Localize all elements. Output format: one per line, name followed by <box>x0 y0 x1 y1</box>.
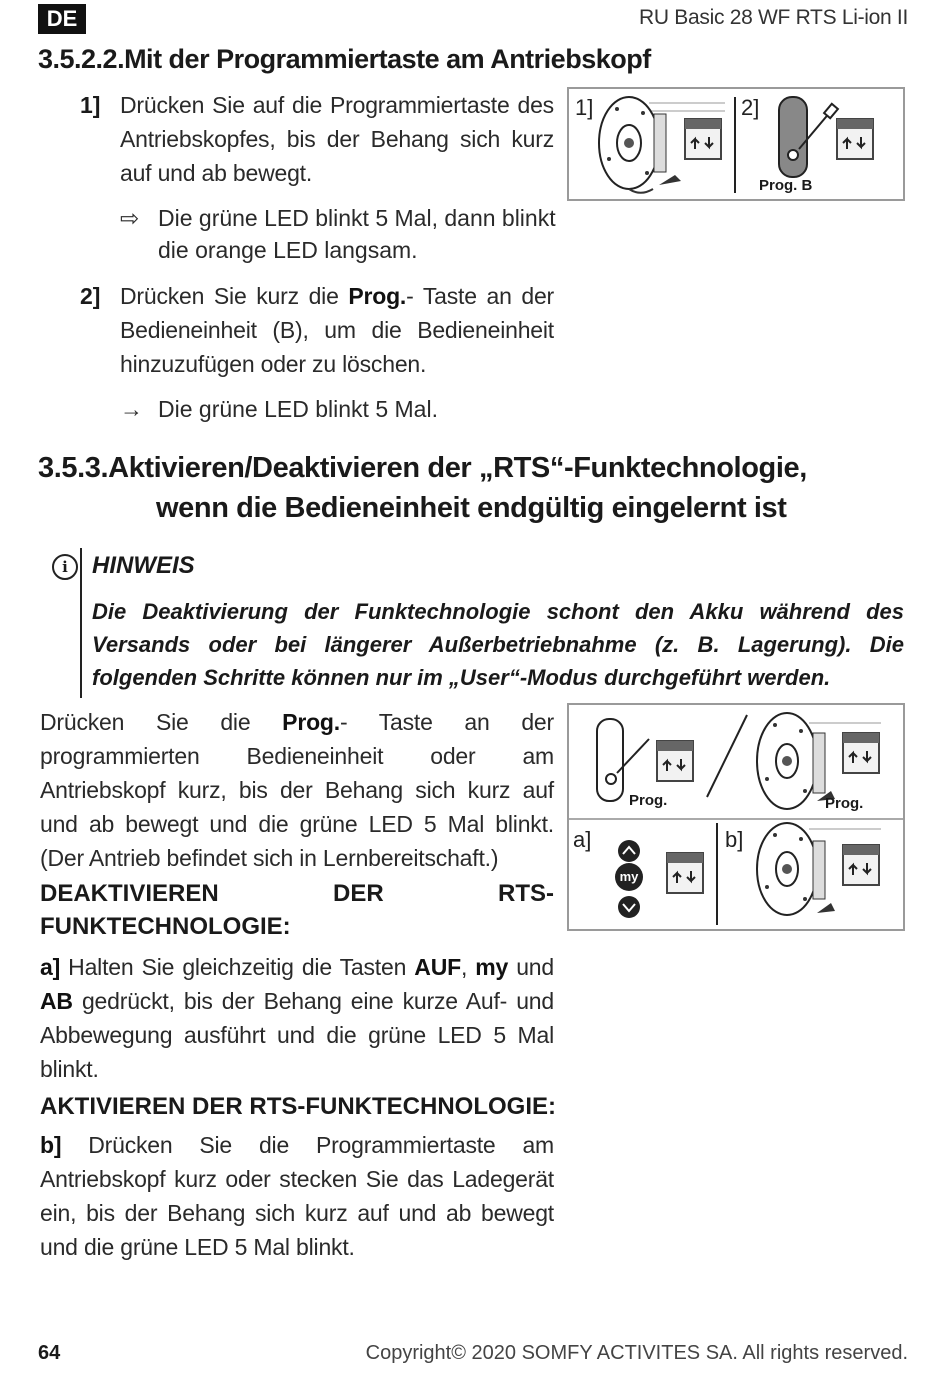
note-text: Die Deaktivierung der Funktechnologie schont den Akku während des Versands oder bei längerer Außerbetriebnahme (z. B. Lagerung). Die folgenden Schritte können nur im „User“-Modus durchgeführt werden. <box>92 599 904 690</box>
programming-figure <box>567 87 905 201</box>
step-a-text: a] Halten Sie gleichzeitig die Tasten AUF, my und AB gedrückt, bis der Behang eine kurze Auf- und Abbewegung ausführt und die grüne LED 5 Mal blinkt. <box>40 954 554 1082</box>
step-1-result <box>120 202 560 266</box>
prog-label-motor: Prog. <box>825 795 864 812</box>
info-icon: i <box>52 554 78 580</box>
heading-line-1: 3.5.3.Aktivieren/Deaktivieren der „RTS“-Funktechnologie, <box>38 452 807 484</box>
step-2-text: Drücken Sie kurz die Prog.- Taste an der Bedieneinheit (B), um die Bedieneinheit hinzuzufügen oder zu löschen. <box>120 283 554 377</box>
rts-illustration <box>569 705 903 929</box>
heading-line-2: wenn die Bedieneinheit endgültig eingelernt ist <box>156 492 787 524</box>
figure-label-a: a] <box>573 827 592 852</box>
step-number-1: 1] <box>80 92 101 118</box>
section-heading-3-5-2-2: 3.5.2.2.Mit der Programmiertaste am Antriebskopf <box>38 44 651 74</box>
result-arrow-icon: → <box>120 396 143 422</box>
result-arrow-icon: ⇨ <box>120 205 140 231</box>
my-button-label: my <box>619 869 639 884</box>
prog-label-remote: Prog. <box>629 792 668 809</box>
rts-toggle-figure <box>567 703 905 931</box>
note-divider <box>80 548 82 698</box>
step-1-text: Drücken Sie auf die Programmiertaste des Antriebskopfes, bis der Behang sich kurz auf und ab bewegt. <box>120 92 554 186</box>
figure-label-2: 2] <box>741 95 760 120</box>
step-number-2: 2] <box>80 283 101 309</box>
step-2-result-text: Die grüne LED blinkt 5 Mal. <box>158 396 438 422</box>
copyright: Copyright© 2020 SOMFY ACTIVITES SA. All rights reserved. <box>365 1342 908 1364</box>
figure-label-b: b] <box>725 827 744 852</box>
figure-label-1: 1] <box>575 95 594 120</box>
step-1-result-text: Die grüne LED blinkt 5 Mal, dann blinkt die orange LED langsam. <box>158 205 556 263</box>
intro-paragraph: Drücken Sie die Prog.- Taste an der programmierten Bedieneinheit oder am Antriebskopf kurz, bis der Behang sich kurz auf und ab bewegt und die grüne LED 5 Mal blinkt. (Der Antrieb befindet sich in Lernbereitschaft.) <box>40 709 554 871</box>
note-title: HINWEIS <box>92 552 195 579</box>
motor-head-illustration <box>569 89 903 199</box>
step-b-text: b] Drücken Sie die Programmiertaste am Antriebskopf kurz oder stecken Sie das Ladegerät ein, bis der Behang sich kurz auf und ab bewegt und die grüne LED 5 Mal blinkt. <box>40 1132 554 1260</box>
language-badge: DE <box>38 4 86 34</box>
product-name: RU Basic 28 WF RTS Li-ion II <box>639 6 908 29</box>
step-2-result <box>120 393 560 425</box>
deactivate-heading: DEAKTIVIEREN DER RTS-FUNKTECHNOLOGIE: <box>40 880 554 940</box>
section-heading-3-5-3 <box>38 448 918 528</box>
activate-heading: AKTIVIEREN DER RTS-FUNKTECHNOLOGIE: <box>40 1093 556 1120</box>
page-number: 64 <box>38 1342 61 1364</box>
prog-b-label: Prog. B <box>759 177 813 194</box>
